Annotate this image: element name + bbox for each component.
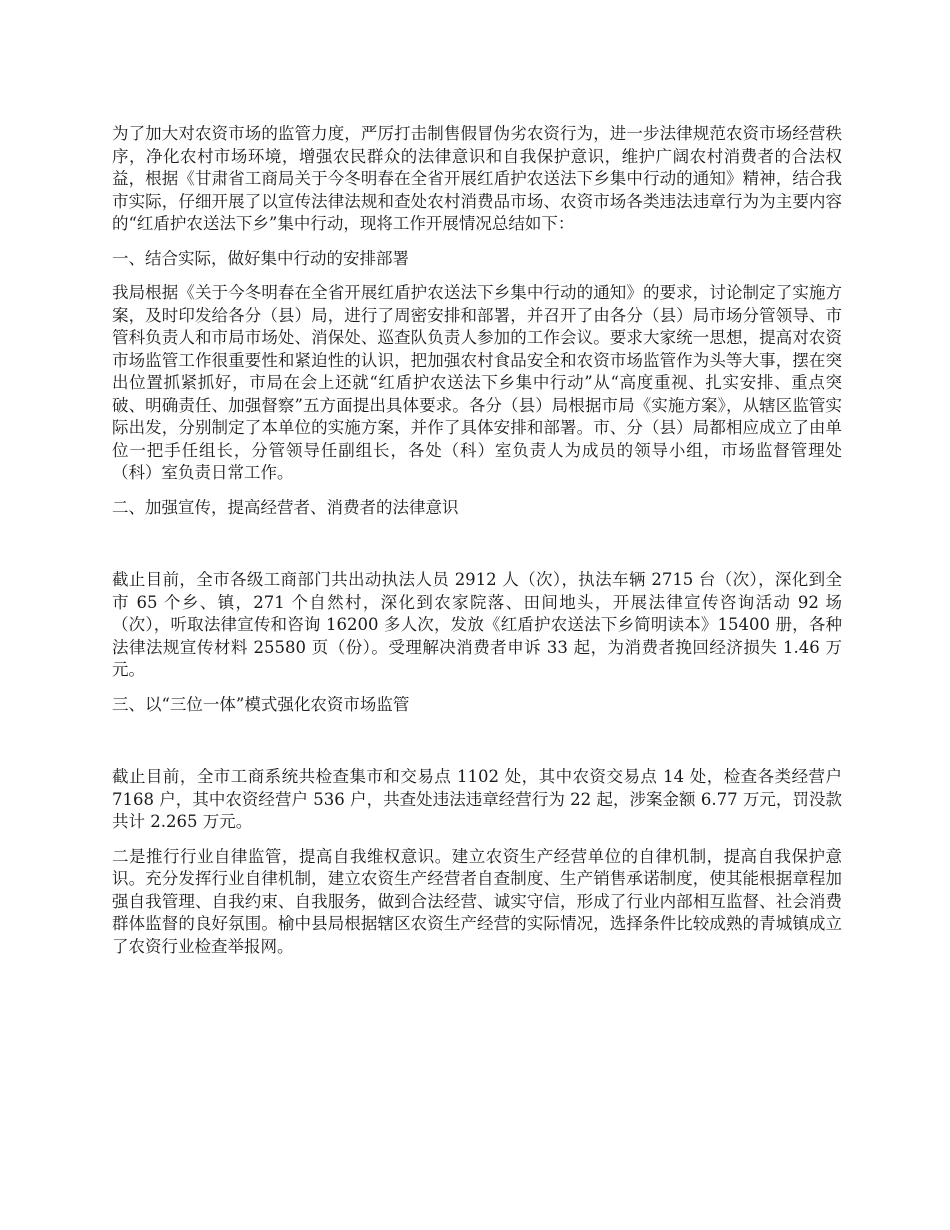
section-heading-1: 一、结合实际，做好集中行动的安排部署 xyxy=(112,248,409,268)
blank-gap xyxy=(112,728,842,766)
section-heading-3: 三、以“三位一体”模式强化农资市场监管 xyxy=(112,694,410,714)
intro-paragraph: 为了加大对农资市场的监管力度，严厉打击制售假冒伪劣农资行为，进一步法律规范农资市场经营秩序，净化农村市场环境，增强农民群众的法律意识和自我保护意识，维护广阔农村消费者的合法权益，根据《甘肃省工商局关于今冬明春在全省开展红盾护农送法下乡集中行动的通知》精神，结合我市实际，仔细开展了以宣传法律法规和查处农村消费品市场、农资市场各类违法违章行为为主要内容的“红盾护农送法下乡”集中行动，现将工作开展情况总结如下： xyxy=(112,124,842,233)
blank-gap xyxy=(112,531,842,569)
section-3-paragraph: 截止目前，全市工商系统共检查集市和交易点 1102 处，其中农资交易点 14 处，检查各类经营户 7168 户，其中农资经营户 536 户，共查处违法违章经营行为 22 起，涉案金额 6.77 万元，罚没款共计 2.265 万元。 xyxy=(112,767,842,831)
section-1-paragraph: 我局根据《关于今冬明春在全省开展红盾护农送法下乡集中行动的通知》的要求，讨论制定了实施方案，及时印发给各分（县）局，进行了周密安排和部署，并召开了由各分（县）局市场分管领导、市管科负责人和市局市场处、消保处、巡查队负责人参加的工作会议。要求大家统一思想，提高对农资市场监管工作很重要性和紧迫性的认识，把加强农村食品安全和农资市场监管作为头等大事，摆在突出位置抓紧抓好，市局在会上还就“红盾护农送法下乡集中行动”从“高度重视、扎实安排、重点突破、明确责任、加强督察”五方面提出具体要求。各分（县）局根据市局《实施方案》，从辖区监管实际出发，分别制定了本单位的实施方案，并作了具体安排和部署。市、分（县）局都相应成立了由单位一把手任组长，分管领导任副组长，各处（科）室负责人为成员的领导小组，市场监督管理处（科）室负责日常工作。 xyxy=(112,283,842,482)
document-body xyxy=(112,123,842,970)
section-2-paragraph: 截止目前，全市各级工商部门共出动执法人员 2912 人（次），执法车辆 2715 台（次），深化到全市 65 个乡、镇，271 个自然村，深化到农家院落、田间地头，开展法律宣传咨询活动 92 场（次），听取法律宣传和咨询 16200 多人次，发放《红盾护农送法下乡简明读本》15400 册，各种法律法规宣传材料 25580 页（份）。受理解决消费者申诉 33 起，为消费者挽回经济损失 1.46 万元。 xyxy=(112,570,842,679)
section-heading-2: 二、加强宣传，提高经营者、消费者的法律意识 xyxy=(112,497,459,517)
section-3-paragraph-2: 二是推行行业自律监管，提高自我维权意识。建立农资生产经营单位的自律机制，提高自我保护意识。充分发挥行业自律机制，建立农资生产经营者自查制度、生产销售承诺制度，使其能根据章程加强自我管理、自我约束、自我服务，做到合法经营、诚实守信，形成了行业内部相互监督、社会消费群体监督的良好氛围。榆中县局根据辖区农资生产经营的实际情况，选择条件比较成熟的青城镇成立了农资行业检查举报网。 xyxy=(112,846,842,956)
